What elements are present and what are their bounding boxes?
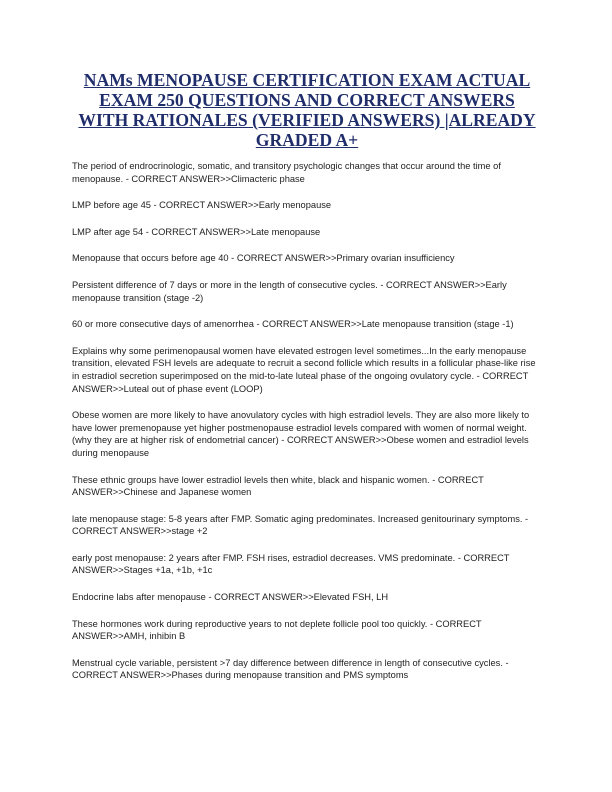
qa-item-7: Explains why some perimenopausal women have elevated estrogen level sometimes...In the early menopause transition, elevated FSH levels are adequate to recruit a second follicle which results in a follicular phase-like rise in estradiol secretion superimposed on the mid-to-late luteal phase of the ongoing ovulatory cycle. - CORRECT ANSWER>>Luteal out of phase event (LOOP): [72, 345, 536, 394]
qa-item-5: Persistent difference of 7 days or more in the length of consecutive cycles. - CORRECT ANSWER>>Early menopause transition (stage -2): [72, 279, 507, 303]
document-title: NAMs MENOPAUSE CERTIFICATION EXAM ACTUAL EXAM 250 QUESTIONS AND CORRECT ANSWERS WITH RATIONALES (VERIFIED ANSWERS) |ALREADY GRADED A+: [78, 70, 536, 150]
qa-item-10: late menopause stage: 5-8 years after FMP. Somatic aging predominates. Increased genitourinary symptoms. - CORRECT ANSWER>>stage +2: [72, 513, 529, 537]
qa-item-12: Endocrine labs after menopause - CORRECT ANSWER>>Elevated FSH, LH: [72, 592, 389, 603]
qa-item-6: 60 or more consecutive days of amenorrhea - CORRECT ANSWER>>Late menopause transition (stage -1): [72, 319, 514, 330]
qa-item-13: These hormones work during reproductive years to not deplete follicle pool too quickly. - CORRECT ANSWER>>AMH, inhibin B: [72, 618, 482, 642]
qa-item-8: Obese women are more likely to have anovulatory cycles with high estradiol levels. They are also more likely to have lower premenopause yet higher postmenopause estradiol levels compared with women of normal weight. (why they are at higher risk of endometrial cancer) - CORRECT ANSWER>>Obese women and estradiol levels during menopause: [72, 410, 530, 458]
qa-item-3: LMP after age 54 - CORRECT ANSWER>>Late menopause: [72, 226, 321, 237]
qa-item-11: early post menopause: 2 years after FMP. FSH rises, estradiol decreases. VMS predominate. - CORRECT ANSWER>>Stages +1a, +1b, +1c: [72, 552, 510, 576]
qa-item-4: Menopause that occurs before age 40 - CORRECT ANSWER>>Primary ovarian insufficiency: [72, 253, 455, 264]
qa-item-9: These ethnic groups have lower estradiol levels then white, black and hispanic women. - CORRECT ANSWER>>Chinese and Japanese women: [72, 474, 484, 498]
qa-item-1: The period of endrocrinologic, somatic, and transitory psychologic changes that occur around the time of menopause. - CORRECT ANSWER>>Climacteric phase: [72, 161, 501, 184]
qa-item-14: Menstrual cycle variable, persistent >7 day difference between difference in length of consecutive cycles. - CORRECT ANSWER>>Phases during menopause transition and PMS symptoms: [72, 657, 509, 681]
qa-item-2: LMP before age 45 - CORRECT ANSWER>>Early menopause: [72, 200, 332, 211]
